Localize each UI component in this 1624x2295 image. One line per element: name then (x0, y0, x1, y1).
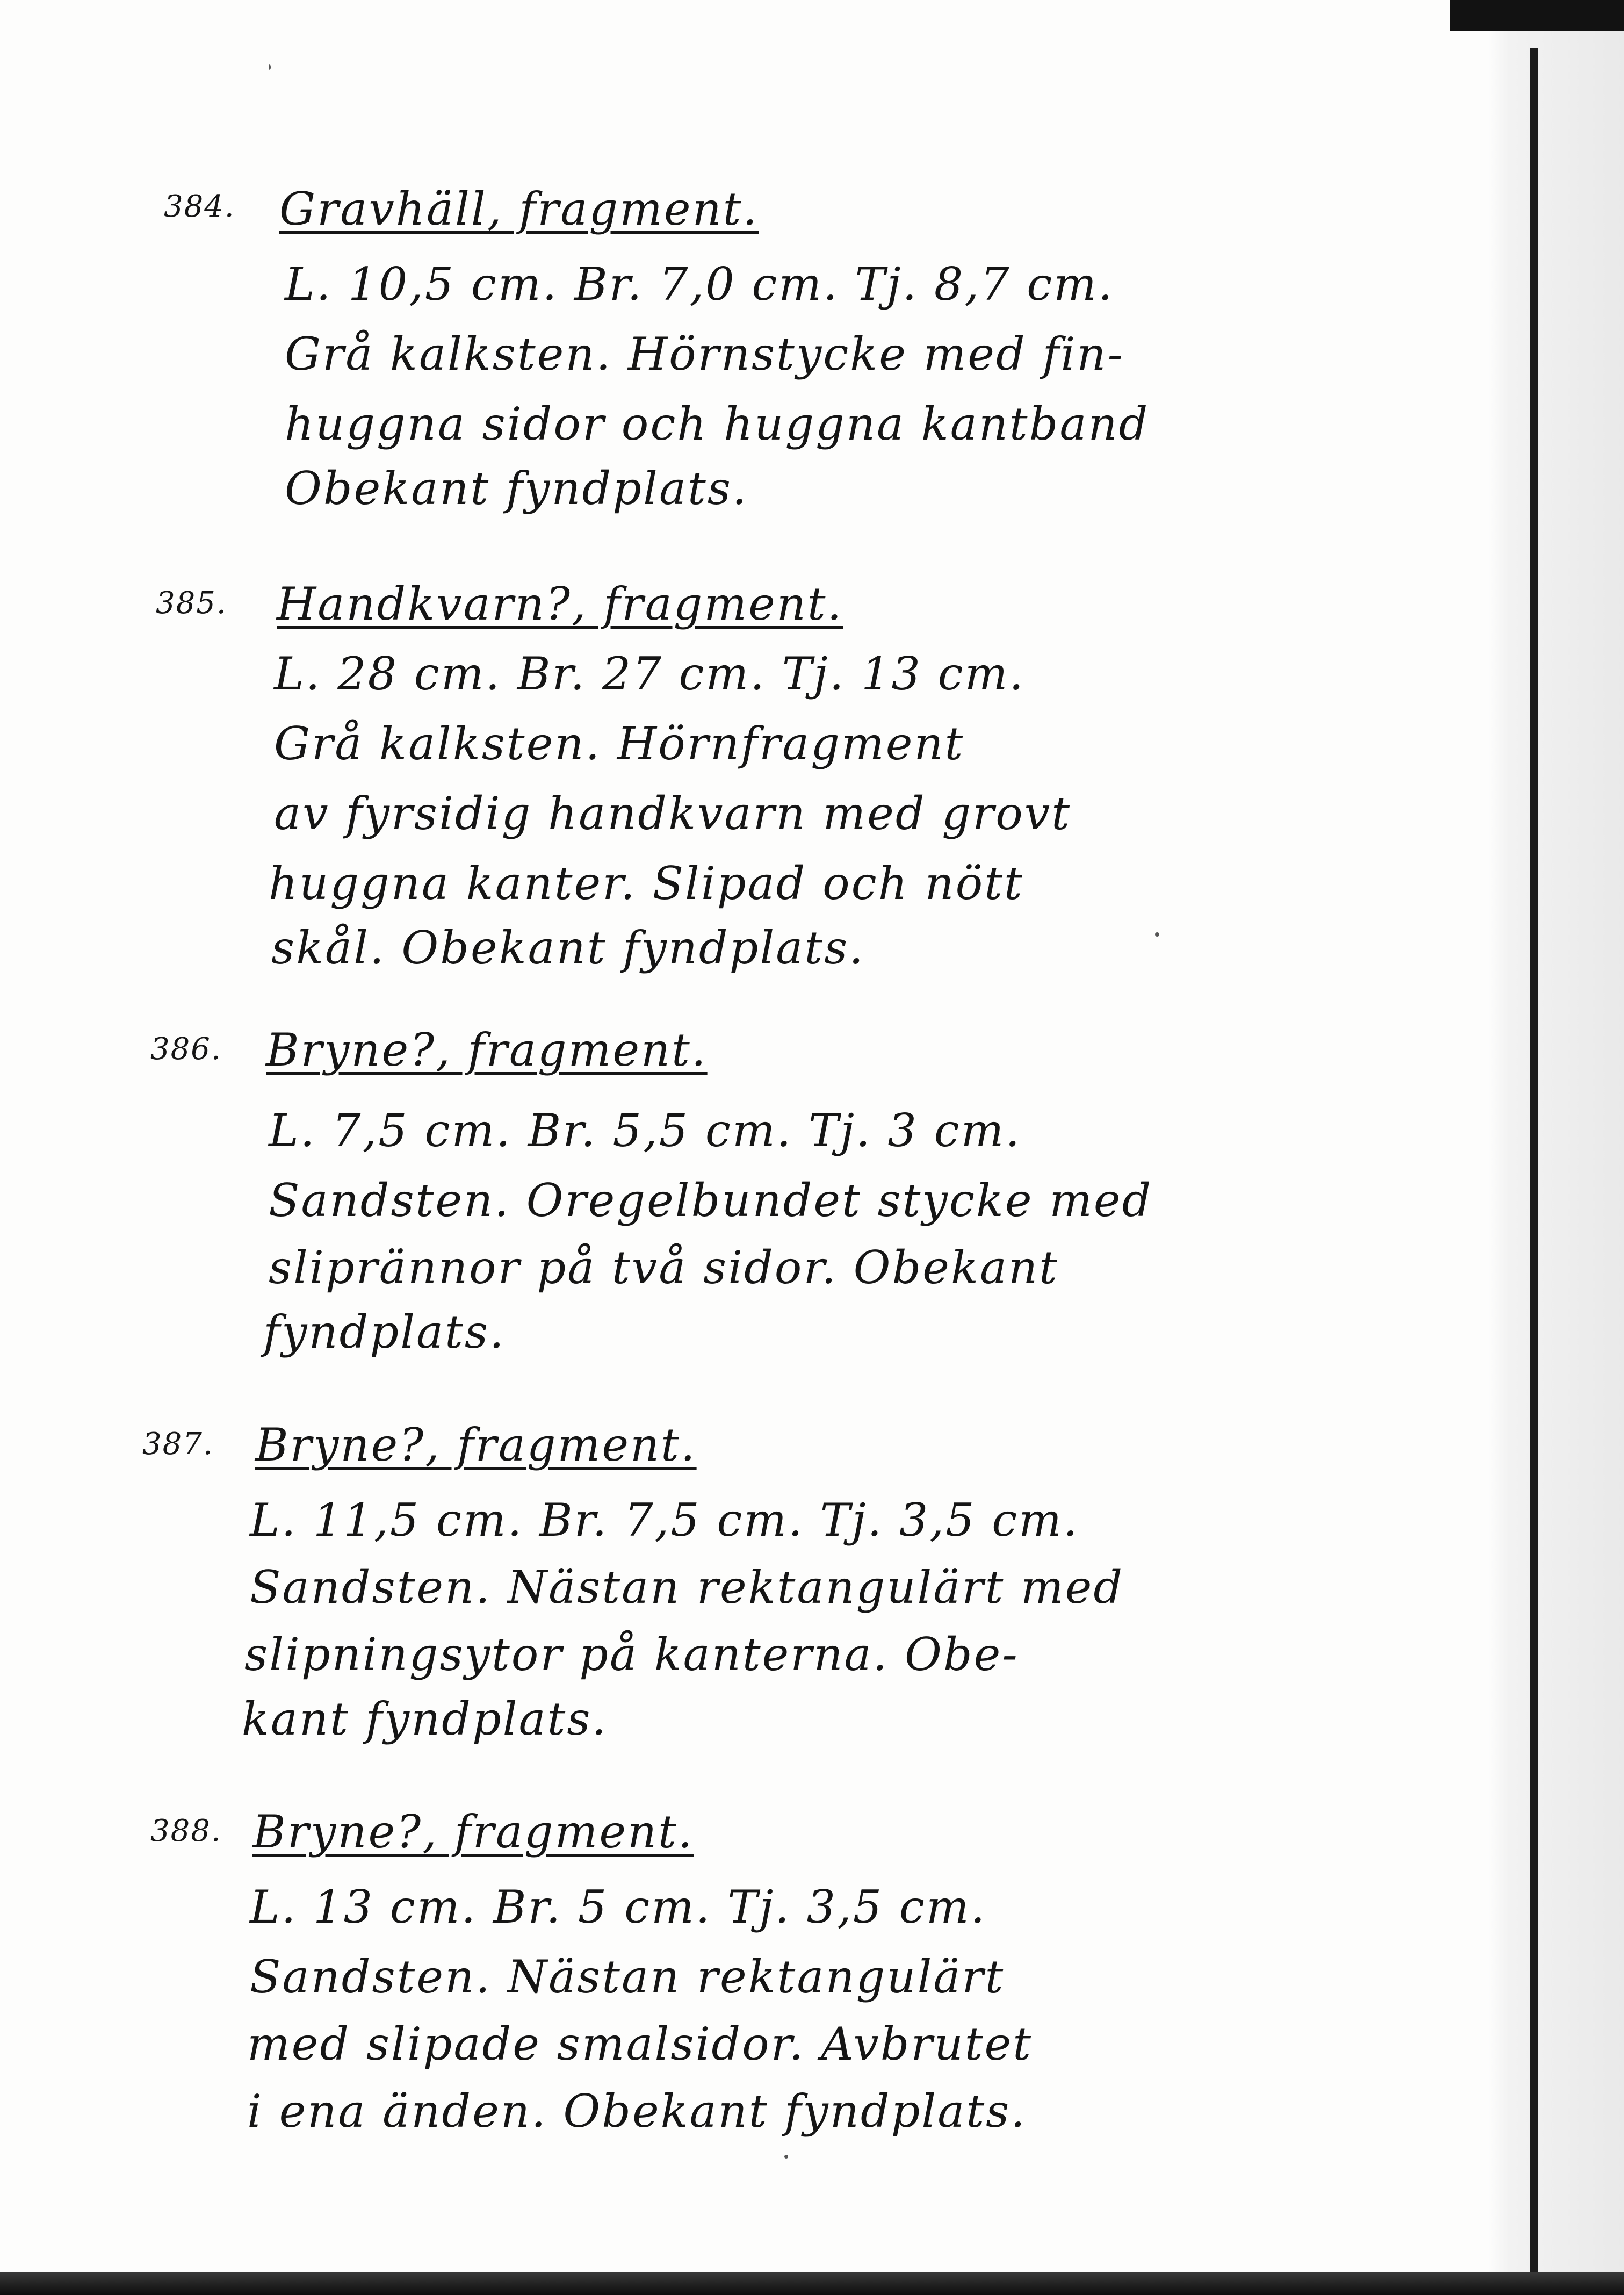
entry-title: Bryne?, fragment. (266, 1024, 708, 1076)
entry-description-line: sliprännor på två sidor. Obekant (269, 1241, 1059, 1294)
entry-number: 386. (150, 1032, 222, 1067)
entry-description-line: huggna sidor och huggna kantband (285, 398, 1150, 450)
entry-title: Gravhäll, fragment. (279, 183, 759, 235)
scan-speck (1155, 932, 1159, 937)
entry-description-line: med slipade smalsidor. Avbrutet (247, 2018, 1033, 2070)
entry-description-line: skål. Obekant fyndplats. (271, 922, 865, 974)
entry-description-line: Grå kalksten. Hörnfragment (274, 717, 965, 770)
entry-measurements: L. 7,5 cm. Br. 5,5 cm. Tj. 3 cm. (269, 1104, 1022, 1157)
entry-measurements: L. 10,5 cm. Br. 7,0 cm. Tj. 8,7 cm. (285, 258, 1114, 311)
entry-description-line: fyndplats. (263, 1306, 506, 1358)
entry-measurements: L. 13 cm. Br. 5 cm. Tj. 3,5 cm. (250, 1881, 987, 1933)
scan-bottom-shadow (0, 2272, 1624, 2295)
entry-title: Bryne?, fragment. (252, 1805, 694, 1858)
entry-number: 385. (156, 586, 227, 621)
entry-description-line: huggna kanter. Slipad och nött (269, 857, 1024, 910)
entry-title: Handkvarn?, fragment. (277, 578, 843, 630)
entry-description-line: Grå kalksten. Hörnstycke med fin- (285, 328, 1124, 380)
entry-description-line: Obekant fyndplats. (285, 462, 748, 515)
scan-speck (269, 64, 271, 70)
entry-description-line: kant fyndplats. (242, 1693, 608, 1745)
entry-measurements: L. 28 cm. Br. 27 cm. Tj. 13 cm. (274, 648, 1026, 700)
scan-speck (784, 2155, 788, 2159)
entry-measurements: L. 11,5 cm. Br. 7,5 cm. Tj. 3,5 cm. (250, 1494, 1079, 1546)
entry-description-line: Sandsten. Nästan rektangulärt med (250, 1561, 1124, 1614)
page-edge-line (1530, 48, 1538, 2273)
entry-description-line: slipningsytor på kanterna. Obe- (244, 1628, 1019, 1681)
entry-description-line: i ena änden. Obekant fyndplats. (247, 2085, 1027, 2138)
entry-description-line: Sandsten. Oregelbundet stycke med (269, 1174, 1153, 1227)
entry-title: Bryne?, fragment. (255, 1419, 697, 1471)
entry-number: 388. (150, 1814, 222, 1848)
entry-number: 387. (142, 1427, 214, 1462)
entry-description-line: Sandsten. Nästan rektangulärt (250, 1951, 1005, 2003)
entry-number: 384. (164, 189, 235, 224)
page-binding-shadow (1488, 0, 1624, 2295)
scan-corner-shadow (1450, 0, 1624, 31)
entry-description-line: av fyrsidig handkvarn med grovt (274, 787, 1072, 840)
